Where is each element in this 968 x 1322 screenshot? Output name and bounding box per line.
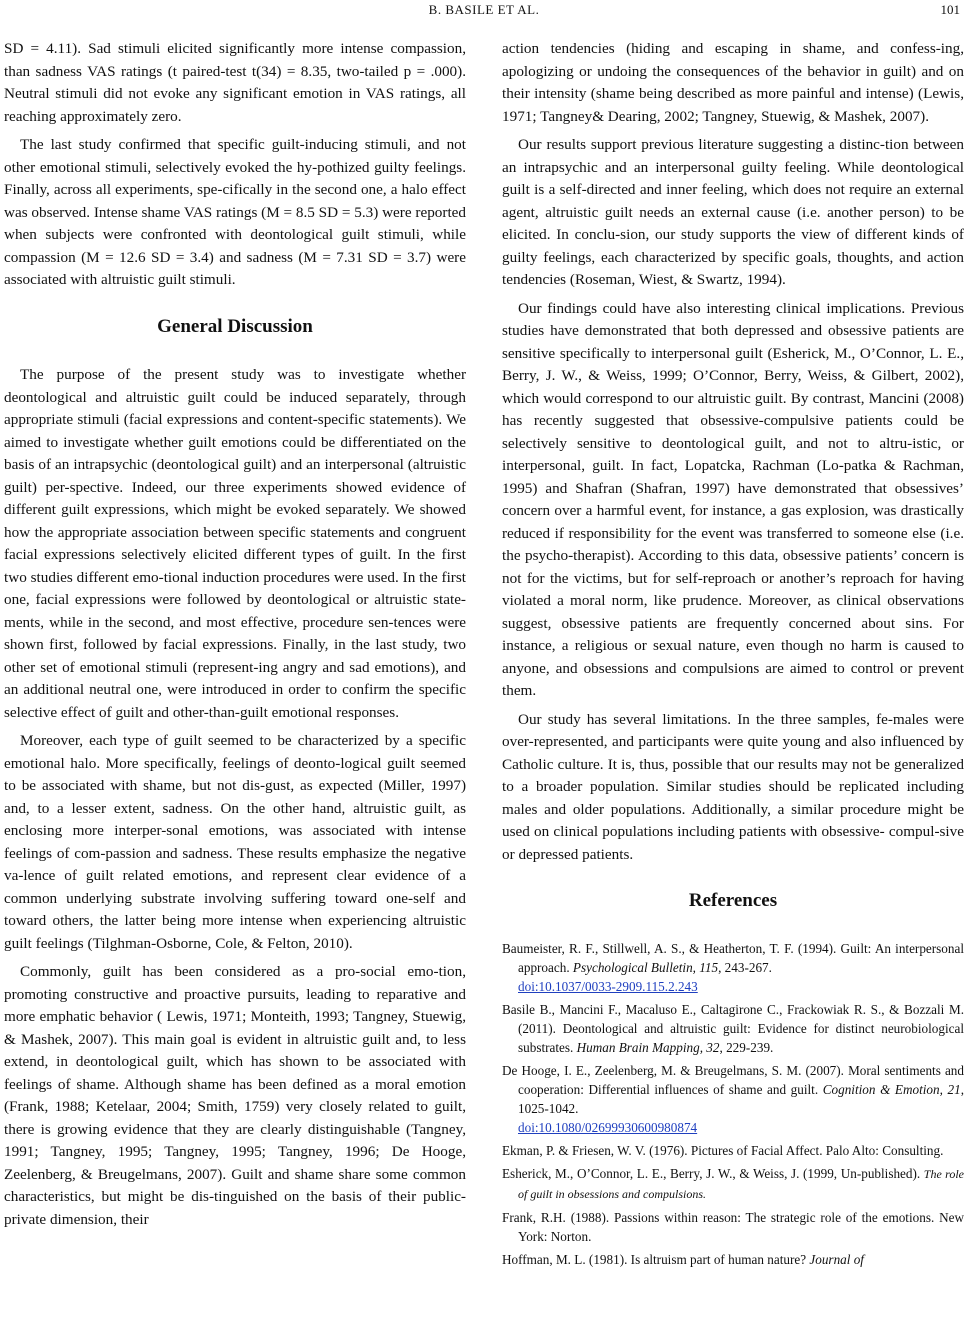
paragraph: Our findings could have also interesting clinical implications. Previous studies have demonstrated that both depressed and obsessive patients are sensitive specifically to interpersonal guilt (Esherick, M., O’Connor, L. E., Berry, J. W., & Weiss, 1999; O’Connor, Berry, Weiss, & Gilbert, 2002), which would correspond to our altruistic guilt. By contrast, Mancini (2008) has recently suggested that obsessive-compulsive patients could be selectively sensitive to deontological guilt, and not to altru-istic, or interpersonal, guilt. In fact, Lopatcka, Rachman (Lo-patka & Rachman, 1995) and Shafran (Shafran, 1997) have demonstrated that obsessives’ concern over a harmful event, for instance, a gas explosion, was drastically reduced if responsibility for the event was transferred to someone else (i.e. the psycho-therapist). According to this data, obsessive patients’ concern is not for the victims, but for self-reproach or another’s reproach for having violated a moral norm, like prudence. Moreover, as clinical observations suggest, obsessive patients are frequently concerned about sins. For instance, a religious or sexual nature, even though no harm is caused to anyone, and obsessions and compulsions are aimed to control or prevent them.	[502, 299, 964, 699]
reference-item: Ekman, P. & Friesen, W. V. (1976). Pictures of Facial Affect. Palo Alto: Consulting.	[502, 1142, 944, 1158]
paragraph: Our study has several limitations. In the three samples, fe-males were over-represented, and participants were quite young and also influenced by Catholic culture. It is, thus, possible that our results may not be generalized to a broader population. Similar studies should be replicated including males and older populations. Additionally, a similar procedure might be used on clinical populations including patients with obsessive- compul-sive or depressed patients.	[502, 710, 964, 863]
page-header	[0, 0, 968, 24]
left-column	[4, 38, 466, 1237]
section-heading: General Discussion	[157, 315, 313, 337]
doi-link[interactable]: doi:10.1037/0033-2909.115.2.243	[518, 978, 698, 994]
right-column	[502, 38, 964, 1273]
reference-item: Hoffman, M. L. (1981). Is altruism part of human nature? Journal of	[502, 1251, 864, 1267]
paragraph: The purpose of the present study was to investigate whether deontological and altruistic guilt could be induced separately, through appropriate stimuli (facial expressions and content-specific statements). We aimed to investigate whether guilt emotions could be differentiated on the basis of an intrapsychic (deontological guilt) and an interpersonal (altruistic guilt) per-spective. Indeed, our three experiments showed evidence of different guilt expressions, which might be evoked separately. We showed how the appropriate association between specific statements and congruent facial expressions selectively elicited different types of guilt. In the first two studies different emo-tional induction procedures were used. In the first one, facial expressions were followed by deontological or altruistic state-ments, while in the second, and most effective, procedure sen-tences were shown first, followed by facial expressions. Finally, in the last study, two other set of emotional stimuli (represent-ing angry and sad emotions), and an additional neutral one, were introduced in order to confirm the specific selective effect of guilt and other-than-guilt emotional responses.	[4, 366, 466, 721]
paragraph: Commonly, guilt has been considered as a pro-social emo-tion, promoting constructive and proactive pursuits, leading to reparative and more emphatic behavior ( Lewis, 1971; Monteith, 1993; Tangney, Stuewig, & Mashek, 2007). This main goal is evident in altruistic guilt and, to less extend, in deontological guilt, which has shown to be associated with feelings of shame. Although shame has been defined as a moral emotion (Frank, 1988; Ketelaar, 2004; Smith, 1759) very closely related to guilt, there is growing evidence that they are clearly distinguishable (Tangney, 1991; Tangney, 1995; Tangney, 1995; Tangney, 1996; De Hooge, Zeelenberg, & Breugelmans, 2007). Guilt and shame share some common characteristics, but might be dis-tinguished on the basis of their public-private dimension, their	[4, 963, 466, 1228]
reference-item: Baumeister, R. F., Stillwell, A. S., & Heatherton, T. F. (1994). Guilt: An interpersonal approach. Psychological Bulletin, 115, 243-267. doi:10.1037/0033-2909.115.2.243	[502, 940, 964, 994]
reference-item: De Hooge, I. E., Zeelenberg, M. & Breugelmans, S. M. (2007). Moral sentiments and cooperation: Differential influences of shame and guilt. Cognition & Emotion, 21, 1025-1042. doi:10.1080/02699930600980874	[502, 1062, 964, 1135]
references-heading: References	[688, 890, 778, 911]
reference-item: Esherick, M., O’Connor, L. E., Berry, J. W., & Weiss, J. (1999, Un-published). The role of guilt in obsessions and compulsions.	[502, 1165, 964, 1201]
paragraph: SD = 4.11). Sad stimuli elicited significantly more intense compassion, than sadness VAS ratings (t paired-test t(34) = 8.35, two-tailed p = .000). Neutral stimuli did not evoke any significant emotion in VAS ratings, all reaching approximately zero.	[4, 40, 466, 125]
reference-list	[502, 939, 964, 1269]
paragraph: Moreover, each type of guilt seemed to be characterized by a specific emotional halo. More specifically, feelings of deonto-logical guilt seemed to be associated with shame, but not dis-gust, as expected (Miller, 1997) and, to a lesser extent, sadness. On the other hand, altruistic guilt, as enclosing more interper-sonal emotions, was associated with intense feelings of com-passion and sadness. These results emphasize the negative va-lence of guilt related emotions, and represent clear evidence of a common underlying substrate involving suffering toward one-self and toward others, the latter being more intense when experiencing altruistic guilt feelings (Tilghman-Osborne, Cole, & Felton, 2010).	[4, 732, 466, 952]
reference-item: Basile B., Mancini F., Macaluso E., Caltagirone C., Frackowiak R. S., & Bozzali M. (2011). Deontological and altruistic guilt: Evidence for distinct neurobiological substrates. Human Brain Mapping, 32, 229-239.	[502, 1001, 964, 1055]
doi-link[interactable]: doi:10.1080/02699930600980874	[518, 1119, 698, 1135]
paragraph: Our results support previous literature suggesting a distinc-tion between an intrapsychic and an interpersonal guilty feeling. While deontological guilt is a self-directed and inner feeling, which does not require an external agent, altruistic guilt needs an external cause (i.e. another person) to be elicited. In conclu-sion, our study supports the view of different kinds of guilty feelings, each characterized by specific goals, thoughts, and action tendencies (Roseman, Wiest, & Swartz, 1994).	[502, 136, 964, 288]
page-number: 101	[940, 2, 960, 17]
paragraph: action tendencies (hiding and escaping in shame, and confess-ing, apologizing or undoing the consequences of the behavior in guilt) and on their intensity (shame being described as more painful and intense) (Lewis, 1971; Tangney& Dearing, 2002; Tangney, Stuewig, & Mashek, 2007).	[502, 40, 964, 125]
running-title: B. BASILE ET AL.	[428, 2, 540, 17]
reference-item: Frank, R.H. (1988). Passions within reason: The strategic role of the emotions. New York: Norton.	[502, 1209, 964, 1244]
paragraph: The last study confirmed that specific guilt-inducing stimuli, and not other emotional stimuli, selectively evoked the hy-pothized guilty feelings. Finally, across all experiments, spe-cifically in the second one, a halo effect was observed. Intense shame VAS ratings (M = 8.5 SD = 5.3) were reported when subjects were confronted with deontological guilt stimuli, while compassion (M = 12.6 SD = 3.4) and sadness (M = 7.31 SD = 3.7) were associated with altruistic guilt stimuli.	[4, 136, 466, 288]
